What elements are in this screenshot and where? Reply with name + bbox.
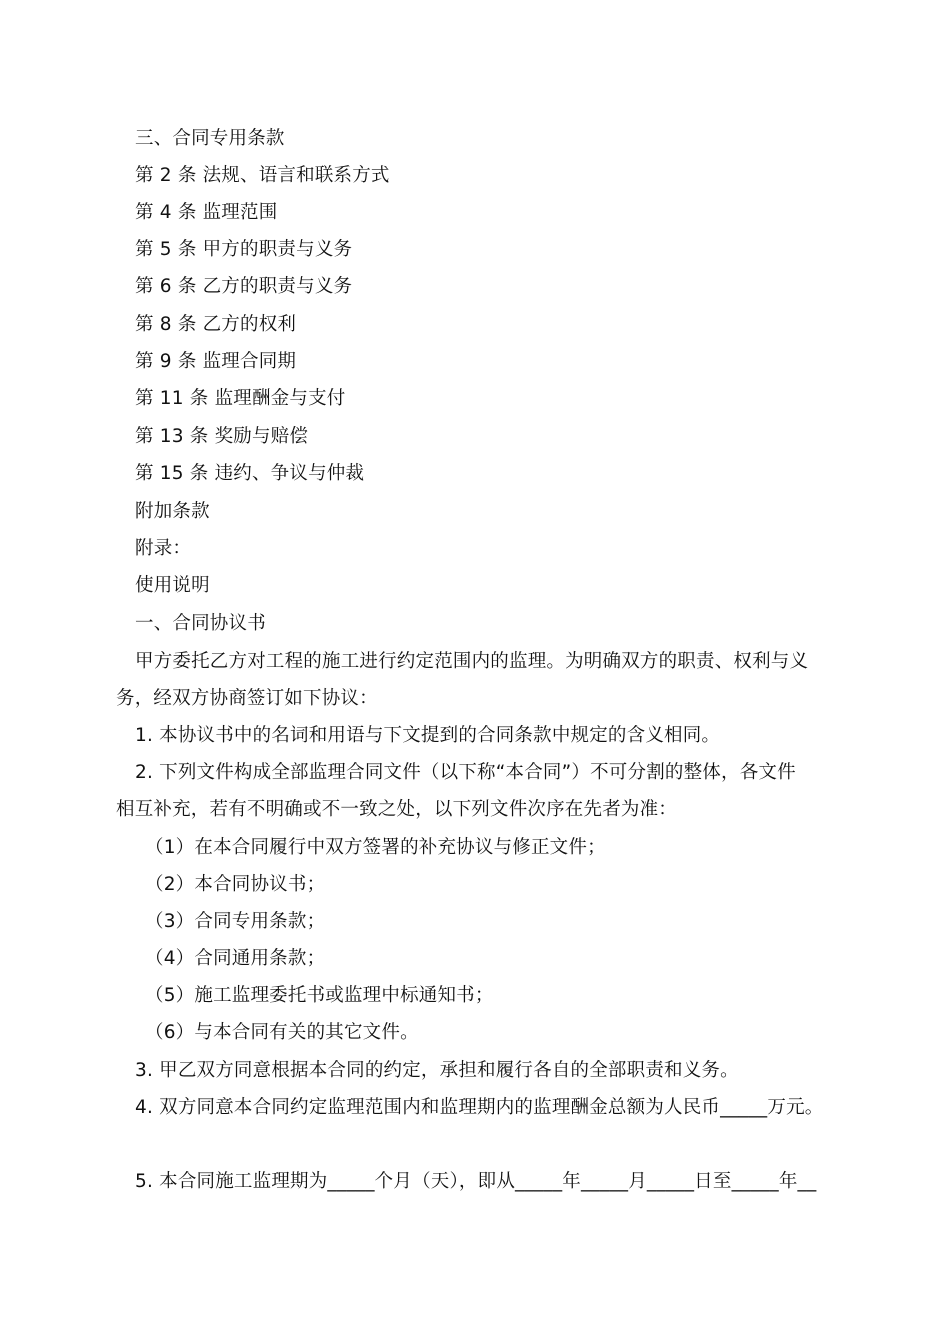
- clause-3: 3. 甲乙双方同意根据本合同的约定，承担和履行各自的全部职责和义务。: [135, 1060, 739, 1081]
- document-order-item: （4）合同通用条款；: [145, 948, 326, 969]
- toc-item: 附录：: [135, 538, 192, 559]
- intro-paragraph-line-1: 甲方委托乙方对工程的施工进行约定范围内的监理。为明确双方的职责、权利与义: [135, 651, 809, 672]
- toc-item: 第 2 条 法规、语言和联系方式: [135, 165, 390, 186]
- clause-2-line-2: 相互补充，若有不明确或不一致之处，以下列文件次序在先者为准：: [116, 799, 678, 820]
- toc-item: 第 6 条 乙方的职责与义务: [135, 276, 353, 297]
- document-order-item: （1）在本合同履行中双方签署的补充协议与修正文件；: [145, 837, 606, 858]
- toc-item: 第 11 条 监理酬金与支付: [135, 388, 346, 409]
- clause-1: 1. 本协议书中的名词和用语与下文提到的合同条款中规定的含义相同。: [135, 725, 721, 746]
- toc-item: 附加条款: [135, 501, 210, 522]
- section-title: 一、合同协议书: [135, 613, 266, 634]
- document-order-item: （6）与本合同有关的其它文件。: [145, 1022, 419, 1043]
- toc-item: 使用说明: [135, 575, 210, 596]
- clause-2-line-1: 2. 下列文件构成全部监理合同文件（以下称“本合同”）不可分割的整体，各文件: [135, 762, 796, 783]
- document-order-item: （2）本合同协议书；: [145, 874, 326, 895]
- clause-5: 5. 本合同施工监理期为_____个月（天），即从_____年_____月_____日至_____年__: [135, 1171, 817, 1192]
- toc-item: 第 8 条 乙方的权利: [135, 314, 297, 335]
- toc-heading: 三、合同专用条款: [135, 128, 285, 149]
- toc-item: 第 5 条 甲方的职责与义务: [135, 239, 353, 260]
- document-order-item: （3）合同专用条款；: [145, 911, 326, 932]
- intro-paragraph-line-2: 务，经双方协商签订如下协议：: [116, 688, 378, 709]
- toc-item: 第 4 条 监理范围: [135, 202, 278, 223]
- toc-item: 第 9 条 监理合同期: [135, 351, 297, 372]
- toc-item: 第 15 条 违约、争议与仲裁: [135, 463, 365, 484]
- toc-item: 第 13 条 奖励与赔偿: [135, 426, 309, 447]
- document-order-item: （5）施工监理委托书或监理中标通知书；: [145, 985, 494, 1006]
- clause-4: 4. 双方同意本合同约定监理范围内和监理期内的监理酬金总额为人民币_____万元。: [135, 1097, 824, 1118]
